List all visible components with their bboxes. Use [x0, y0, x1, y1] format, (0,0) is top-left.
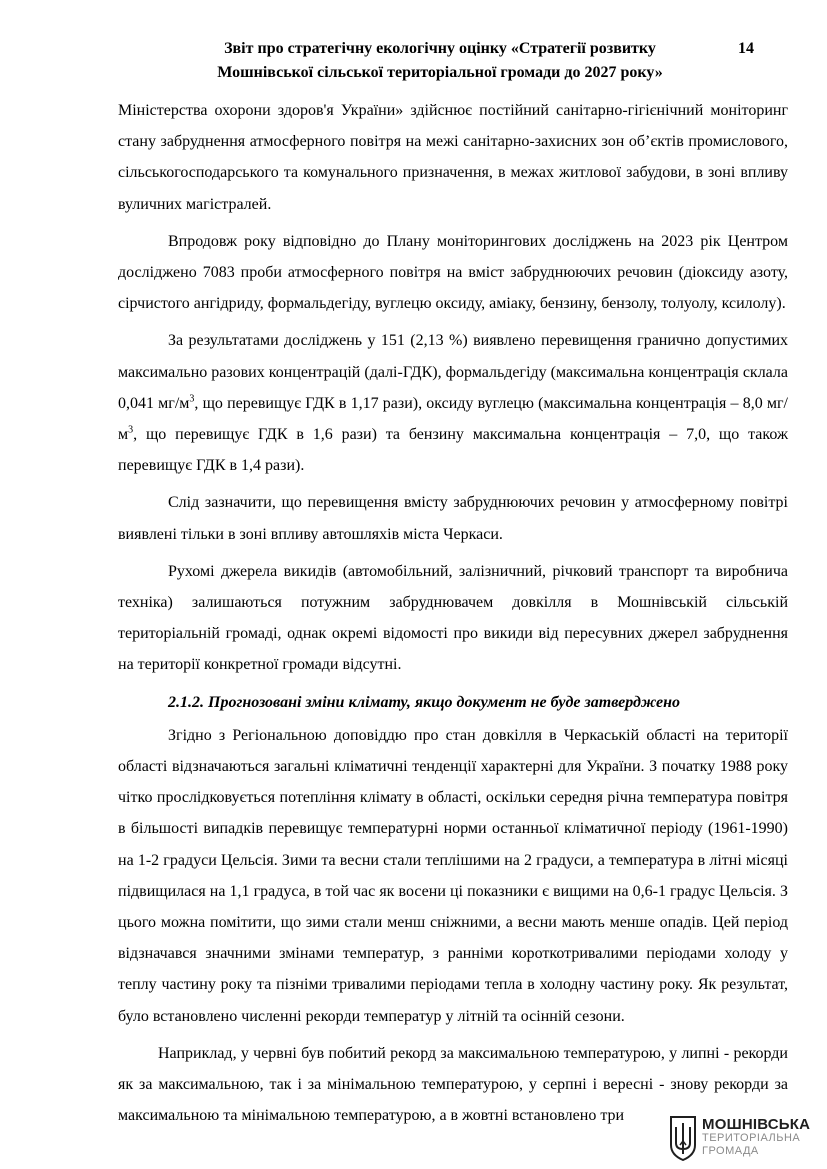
paragraph-7: Наприклад, у червні був побитий рекорд за максимальною температурою, у липні - рекорди як за максимальною, так і за мінімальною температурою, у серпні і вересні - знову рекорди за максимальною та мінімальною температурою, а в жовтні встановлено три: [118, 1044, 788, 1125]
paragraph-2: Впродовж року відповідно до Плану моніторингових досліджень на 2023 рік Центром досліджено 7083 проби атмосферного повітря на вміст забруднюючих речовин (діоксиду азоту, сірчистого ангідриду, формальдегіду, вуглецю оксиду, аміаку, бензину, бензолу, толуолу, ксилолу).: [118, 232, 788, 313]
page-number: 14: [738, 40, 754, 57]
paragraph-6: Згідно з Регіональною доповіддю про стан довкілля в Черкаській області на території області відзначаються загальні кліматичні тенденції характерні для України. З початку 1988 року чітко прослідковується потепління клімату в області, оскільки середня річна температура повітря в більшості випадків перевищує температурні норми останньої кліматичної періоду (1961-1990) на 1-2 градуси Цельсія. Зими та весни стали теплішими на 2 градуси, а температура в літні місяці підвищилася на 1,1 градуса, в той час як восени ці показники є вищими на 0,6-1 градус Цельсія. З цього можна помітити, що зими стали менш сніжними, а весни мають менше опадів. Цей період відзначався значними змінами температур, з ранніми короткотривалими періодами холоду у теплу частину року та пізніми тривалими періодами тепла в холодну частину року. Як результат, було встановлено численні рекорди температур у літній та осінній сезони.: [118, 726, 788, 1025]
paragraph-4: Слід зазначити, що перевищення вмісту забруднюючих речовин у атмосферному повітрі виявлені тільки в зоні впливу автошляхів міста Черкаси.: [118, 494, 788, 543]
subsection-title: 2.1.2. Прогнозовані зміни клімату, якщо документ не буде затверджено: [168, 693, 680, 711]
header-line-1: Звіт про стратегічну екологічну оцінку «Стратегії розвитку: [224, 40, 656, 57]
superscript-cubed-1: 3: [189, 393, 195, 405]
superscript-cubed-2: 3: [128, 424, 134, 436]
logo-subtitle-2: ГРОМАДА: [702, 1145, 759, 1157]
community-logo: [668, 1115, 813, 1163]
document-body: [118, 95, 788, 1138]
paragraph-5: Рухомі джерела викидів (автомобільний, залізничний, річковий транспорт та виробнича техніка) залишаються потужним забруднювачем довкілля в Мошнівській сільській територіальній громаді, однак окремі відомості про викиди від пересувних джерел забруднення на території конкретної громади відсутні.: [118, 562, 788, 674]
logo-title: МОШНІВСЬКА: [702, 1116, 811, 1133]
paragraph-3: [118, 325, 788, 481]
paragraph-1: Міністерства охорони здоров'я України» здійснює постійний санітарно-гігієнічний моніторинг стану забруднення атмосферного повітря на межі санітарно-захисних зон об’єктів промислового, сільськогосподарського та комунального призначення, в межах житлової забудови, в зоні впливу вуличних магістралей.: [118, 102, 788, 213]
paragraph-3-part-c: , що перевищує ГДК в 1,6 рази) та бензину максимальна концентрація – 7,0, що також перевищує ГДК в 1,4 рази).: [118, 426, 788, 475]
document-header: [150, 37, 730, 85]
header-line-2: Мошнівської сільської територіальної громади до 2027 року»: [217, 64, 663, 81]
paragraph-3-part-b: , що перевищує ГДК в 1,17 рази), оксиду вуглецю (максимальна концентрація – 8,0 мг/м: [118, 394, 788, 444]
logo-subtitle-1: ТЕРИТОРІАЛЬНА: [702, 1132, 801, 1144]
trident-icon: [668, 1115, 698, 1161]
paragraph-3-part-a: За результатами досліджень у 151 (2,13 %) виявлено перевищення гранично допустимих максимально разових концентрацій (далі-ГДК), формальдегіду (максимальна концентрація склала 0,041 мг/м: [118, 332, 788, 412]
